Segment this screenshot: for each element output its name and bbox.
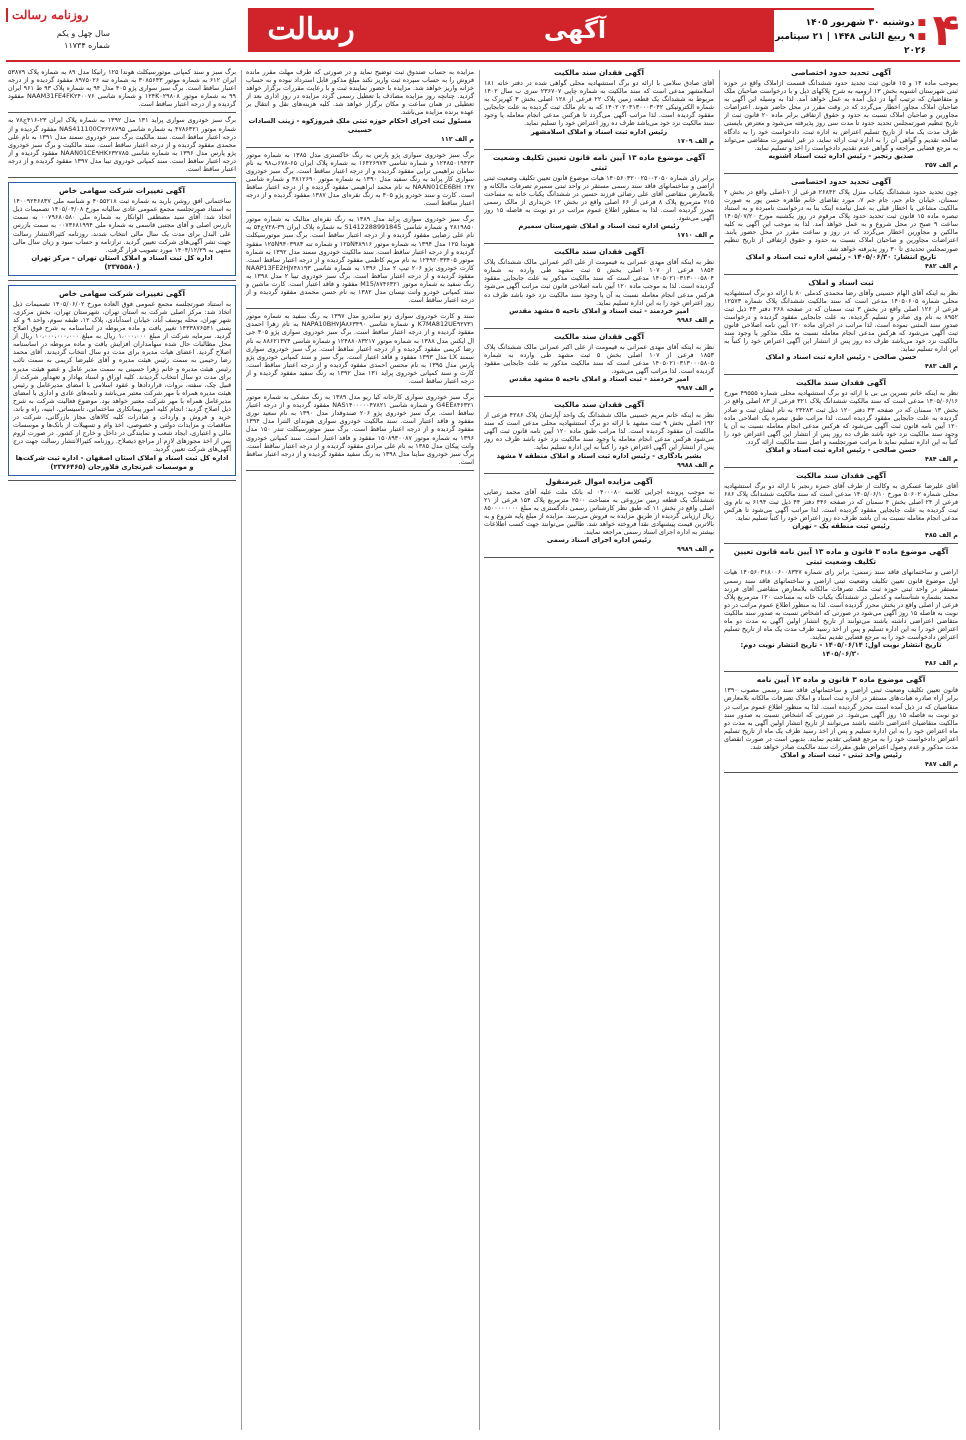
- ad-body: ساختمانی افق روشن بارید به شماره ثبت ۴۰۵۵۲۱۸ و شناسه ملی ۱۴۰۰۹۲۴۶۸۳۷ به استناد صورتجلسه مجمع عمومی عادی سالیانه مورخ ۱۴۰۵/۰۴/۰۸ تصمیمات ذیل اتخاذ شد: آقای سید مصطفی الوانکار به شماره ملی ۰۰۷۹۶۸۰۵۸۰ به سمت بازرس اصلی و آقای مجتبی قاسمی به شماره ملی ۰۰۷۳۶۸۱۹۹۴ به سمت بازرس علی البدل برای مدت یک سال مالی انتخاب شدند. روزنامه کثیرالانتشار رسالت جهت نشر آگهی‌های شرکت تعیین گردید. ترازنامه و حساب سود و زیان سال مالی منتهی به ۱۴۰۴/۱۲/۲۹ مورد تصویب قرار گرفت.: [13, 197, 232, 254]
- ad-divider: [8, 112, 236, 113]
- ad-title: آگهی تحدید حدود اختصاصی: [791, 68, 891, 77]
- classified-ad: [8, 68, 236, 108]
- header-rule: [6, 60, 960, 62]
- ad-code: م الف ۴۸۳: [924, 362, 958, 371]
- ad-code: م الف ۴۸۲: [924, 261, 958, 270]
- masthead-info: [6, 6, 110, 58]
- ad-divider: [484, 243, 714, 244]
- ad-body: برگ سبز خودروی سواری پژو پارس به رنگ خاکستری مدل ۱۳۸۵ به شماره موتور ۱۲۴۸۵۰۱۹۴۲۳ و شماره شاسی ۱۶۴۲۶۹۷۳ به شماره پلاک ایران ۶۵-۶۷۸ب۹۸ به نام سامان براهیمی ترابی مفقود گردیده و از درجه اعتبار ساقط است. برگ سبز خودروی سواری کار پراید به رنگ سفید مدل ۱۳۹۰ به شماره موتور ۳۸۱۲۶۹۰ و شماره شاسی NAAN01CE6BH ۱۴۷ به نام محمد ابراهیمی مفقود گردیده و از درجه اعتبار ساقط است. کارت و سند خودرو پژو ۴۰۵ به رنگ نقره‌ای مدل ۱۳۸۷ مفقود گردیده و از درجه اعتبار ساقط است.: [246, 150, 474, 208]
- classified-ad: [8, 285, 236, 476]
- ad-signature: رئیس ثبت منطقه یک - تهران: [792, 522, 890, 531]
- ad-body: نظر به اینکه آقای مهدی عمرانی به قیمومت از علی اکبر عمرانی مالک ششدانگ پلاک ۱۸۵۳ فرعی از ۱۰۷ اصلی بخش ۵ ثبت مشهد طی وارده به شماره ۱۴۰۵۰۲۱۰۳۱۳۰۰۰۵۸۰۵ مدعی است که سند مالکیت مذکور به علت جابجایی مفقود گردیده است. لذا مراتب آگهی می‌شود.: [484, 342, 714, 375]
- classified-ad: [484, 477, 714, 554]
- bullet-icon: ■: [917, 32, 926, 42]
- ad-signature: صدیق رنجبر - رئیس اداره ثبت اسناد اشنویه: [768, 151, 914, 160]
- ad-body: چون تحدید حدود ششدانگ یکباب منزل پلاک ۲۶۸۴۲ فرعی از ۱-اصلی واقع در بخش ۲ سمنان، خیابان جام جم، جام جم ۷، مورد تقاضای خانم طاهره حسن پور به صورت مالکیت مشاعی با اخطار قبلی به عمل نیامده اینک بنا به درخواست نامبرده و به استناد تبصره ماده ۱۵ قانون ثبت تحدید حدود پلاک مرقوم در روز یکشنبه مورخ ۱۴۰۵/۰۷/۲۰ ساعت ۹ صبح در محل شروع و به عمل خواهد آمد. لذا به موجب این آگهی به کلیه مالکین و مجاورین اخطار می‌گردد که در روز و ساعت مقرر در محل حضور یابند. اعتراضات مجاورین و صاحبان املاک نسبت به حدود و حقوق ارتفاقی از تاریخ تنظیم صورتمجلس تحدیدی تا ۳۰ روز پذیرفته خواهد شد.: [724, 187, 958, 253]
- column-divider: [479, 70, 480, 1430]
- ad-code: م الف ۴۸۴: [924, 455, 958, 463]
- ad-body: به موجب پرونده اجرایی کلاسه ۰۴۰۰۰۸۰ له بانک ملت علیه آقای محمد رضایی ششدانگ یک قطعه زمین مزروعی به مساحت ۲۵۰۰ مترمربع پلاک ۱۵۴ فرعی از ۲۱ اصلی واقع در بخش ۱۱ که طبق نظر کارشناس رسمی دادگستری به مبلغ ۸۵۰۰۰۰۰۰۰۰ ریال ارزیابی گردیده از طریق مزایده به فروش می‌رسد. مزایده از مبلغ پایه شروع و به بالاترین قیمت پیشنهادی نقداً فروخته خواهد شد. طالبین می‌توانند جهت کسب اطلاعات بیشتر به اداره اجرای اسناد رسمی مراجعه نمایند.: [484, 487, 714, 536]
- ad-body: برگ سبز خودروی سواری کارخانه کیا ریو مدل ۱۳۸۹ به رنگ مشکی به شماره موتور G4EE۸۴۶۳۲۱ و شماره شاسی NAS۱۴۰۰۰۰۰۴۷۸۲۱ مفقود گردیده و از درجه اعتبار ساقط است. برگ سبز خودروی پژو ۲۰۶ صندوقدار مدل ۱۳۹۰ به نام سعید نوری مفقود و فاقد اعتبار است. سند مالکیت خودروی سواری هیوندای النترا مدل ۱۳۹۴ مفقود گردیده و از درجه اعتبار ساقط است. برگ سبز موتورسیکلت تندر ۱۵۰ مدل ۱۳۹۶ به شماره موتور ۱۵۰۸۹۳۰۰۸۷ مفقود و فاقد اعتبار است. سند کمپانی خودروی وانت پیکان مدل ۱۳۸۵ به نام علی مرادی مفقود گردیده و از درجه اعتبار ساقط است. برگ سبز خودروی ساینا مدل ۱۳۹۸ به رنگ سفید مفقود گردیده و از درجه اعتبار ساقط است.: [246, 393, 474, 466]
- classified-ad: [724, 471, 958, 539]
- classified-ad: [484, 400, 714, 468]
- ad-body: آقای علیرضا عسکری به وکالت از طرف آقای حمزه رنجبر با ارائه دو برگ استشهادیه محلی شماره ۵۰۶۰۲ مورخ ۱۴۰۵/۰۶/۱۰ مدعی است که سند مالکیت ششدانگ پلاک ۶۸۶ فرعی از ۲۴ اصلی بخش ۴ سمنان که در صفحه ۴۴۶ دفتر ۴۴ ذیل ثبت ۶۱۹۴ به نام وی ثبت گردیده به علت جابجایی مفقود گردیده است. لذا مراتب آگهی می‌شود تا هرکس مدعی انجام معامله نسبت به آن باشد ظرف ده روز اعتراض خود را کتباً تسلیم نماید.: [724, 482, 958, 523]
- ad-title: آگهی فقدان سند مالکیت: [796, 471, 886, 480]
- ad-signature: امیر خردمند - ثبت اسناد و املاک ناحیه ۵ مشهد مقدس: [509, 375, 689, 384]
- ad-signature: رئیس واحد ثبتی - ثبت اسناد و املاک: [780, 751, 902, 760]
- ad-title: آگهی مزایده اموال غیرمنقول: [545, 476, 653, 486]
- classified-ad: [724, 675, 958, 768]
- classified-ad: [484, 68, 714, 145]
- ad-body: به استناد صورتجلسه مجمع عمومی فوق العاده مورخ ۱۴۰۵/۰۶/۰۲ تصمیمات ذیل اتخاذ شد: مرکز اصلی شرکت به استان تهران، شهرستان تهران، بخش مرکزی، شهر تهران، محله یوسف آباد، خیابان اسدآبادی، پلاک ۱۲، طبقه سوم، واحد ۹ و کد پستی ۱۴۳۳۸۷۶۵۴۱ تغییر یافت و ماده مربوطه در اساسنامه به شرح فوق اصلاح گردید. سرمایه شرکت از مبلغ ۱،۰۰۰،۰۰۰ ریال به مبلغ ۱۰،۰۰۰،۰۰۰،۰۰۰ ریال از محل مطالبات حال شده سهامداران افزایش یافت و ماده مربوطه در اساسنامه اصلاح گردید. اعضای هیات مدیره برای مدت دو سال انتخاب گردیدند. آقای محمد رضا رحیمی به سمت رئیس هیئت مدیره و آقای علیرضا کریمی به سمت نائب رئیس هیئت مدیره و خانم زهرا حسینی به سمت مدیر عامل و عضو هیئت مدیره برای مدت دو سال انتخاب گردیدند. کلیه اوراق و اسناد بهادار و تعهدآور شرکت از قبیل چک، سفته، بروات، قراردادها و عقود اسلامی با امضای مدیرعامل و رئیس هیئت مدیره همراه با مهر شرکت معتبر می‌باشد و نامه‌های عادی و اداری با امضای مدیرعامل همراه با مهر شرکت معتبر خواهد بود. موضوع فعالیت شرکت به شرح ذیل اصلاح گردید: انجام کلیه امور پیمانکاری ساختمانی، تاسیساتی، ابنیه، راه و باند، خرید و فروش و واردات و صادرات کلیه کالاهای مجاز بازرگانی، شرکت در مناقصات و مزایدات دولتی و خصوصی، اخذ وام و تسهیلات از بانک‌ها و موسسات مالی و اعتباری، ایجاد شعب و نمایندگی در داخل و خارج از کشور. در صورت لزوم پس از اخذ مجوزهای لازم از مراجع ذیصلاح. روزنامه کثیرالانتشار رسالت جهت درج آگهی‌های شرکت تعیین گردید.: [13, 299, 232, 454]
- mini-logo: روزنامه رسالت: [6, 8, 88, 22]
- ad-divider: [484, 396, 714, 397]
- classified-ad: [724, 547, 958, 667]
- column-1: [724, 68, 958, 1432]
- ad-title: ثبت اسناد و املاک: [808, 277, 874, 287]
- classified-ad: [484, 332, 714, 392]
- classified-ad: [724, 68, 958, 169]
- ad-code: م الف ۱۷۱۰: [677, 231, 714, 240]
- section-title: آگهی: [543, 16, 607, 44]
- ad-divider: [8, 280, 236, 281]
- classified-ad: [8, 116, 236, 173]
- ad-divider: [484, 557, 714, 558]
- ad-divider: [246, 389, 474, 390]
- ad-title: آگهی موضوع ماده ۱۳ آیین نامه قانون تعیین تکلیف وضعیت ثبتی: [492, 152, 706, 172]
- ad-divider: [246, 147, 474, 148]
- classified-ad: [8, 182, 236, 276]
- ad-divider: [246, 308, 474, 309]
- date-other: ۹ ربیع الثانی ۱۴۴۸ | ۲۱ سپتامبر ۲۰۲۶: [775, 32, 926, 56]
- classified-ad: [246, 215, 474, 304]
- ad-code: م الف ۴۸۶: [924, 659, 958, 668]
- ad-divider: [724, 173, 958, 174]
- issue-number: شماره ۱۱۷۳۴: [64, 41, 110, 50]
- ad-code: م الف ۹۹۸۶: [677, 315, 714, 324]
- ad-divider: [724, 274, 958, 275]
- ad-code: م الف ۴۸۵: [924, 531, 958, 540]
- ad-code: م الف ۹۹۸۹: [677, 545, 714, 554]
- ad-divider: [8, 177, 236, 178]
- ad-body: مزایده به حساب صندوق ثبت توضیح نماید و در صورتی که طرف مهلت مقرر مانده فروش را به حساب سپرده ثبت واریز نکند مبلغ مذکور قابل استرداد نبوده و به حساب خزانه واریز خواهد شد. مزایده با حضور نماینده ثبت و با رعایت مقررات برگزار خواهد گردید. چنانچه روز مزایده مصادف با تعطیل رسمی گردد مزایده در روز اداری بعد از تعطیلی در همان ساعت و مکان برگزار خواهد شد. کلیه هزینه‌های نقل و انتقال بر عهده برنده مزایده می‌باشد.: [246, 68, 474, 117]
- column-divider: [719, 70, 720, 1430]
- ad-signature: تاریخ انتشار نوبت اول: ۱۴۰۵/۰۶/۱۴ - تاریخ انتشار نوبت دوم: ۱۴۰۵/۰۶/۳۰: [740, 641, 942, 659]
- bullet-icon: ■: [917, 18, 926, 28]
- column-2: [484, 68, 714, 1432]
- ad-signature: حسن صالحی - رئیس اداره ثبت اسناد و املاک: [765, 353, 917, 362]
- ad-divider: [8, 480, 236, 481]
- ad-code: م الف ۱۱۲: [440, 134, 474, 143]
- ad-title: آگهی فقدان سند مالکیت: [554, 331, 644, 341]
- ad-body: قانون تعیین تکلیف وضعیت ثبتی اراضی و ساختمانهای فاقد سند رسمی مصوب ۱۳۹۰ برابر آراء صادره هیات‌های مستقر در اداره ثبت اسناد و املاک تصرفات مالکانه بلامعارض متقاضیان که در ذیل آمده است محرز گردیده است. لذا به منظور اطلاع عموم مراتب در دو نوبت به فاصله ۱۵ روز آگهی می‌شود. در صورتی که اشخاص نسبت به صدور سند مالکیت متقاضیان اعتراضی داشته باشند می‌توانند از تاریخ انتشار اولین آگهی به مدت دو ماه اعتراض خود را به این اداره تسلیم و پس از اخذ رسید ظرف یک ماه از تاریخ تسلیم اعتراض دادخواست خود را به مرجع قضایی تقدیم نمایند. بدیهی است در صورت انقضای مدت مذکور و عدم وصول اعتراض طبق مقررات سند مالکیت صادر خواهد شد.: [724, 686, 958, 751]
- ad-body: برگ سبز خودروی سواری پراید مدل ۱۳۸۹ به رنگ نقره‌ای متالیک به شماره موتور ۲۸۱۹۸۵۰ و شماره شاسی S1412288991845 به شماره پلاک ایران ۳۹-۷۲۸ج۵۴ به نام علی رضایی مفقود گردیده و از درجه اعتبار ساقط است. برگ سبز موتورسیکلت هوندا ۱۲۵ مدل ۱۳۹۴ به شماره موتور ۱۲۵N۳۸۹۱۶ و شماره تنه ۱۲۵N۹۴۰۳۹۸۳ مفقود گردیده و از درجه اعتبار ساقط است. سند مالکیت خودروی سمند مدل ۱۳۹۲ به شماره موتور ۱۲۴۹۲۰۳۳۴۰۵ به نام مریم کاظمی مفقود گردیده و از درجه اعتبار ساقط است. کارت خودروی پژو ۲۰۶ تیپ ۲ مدل ۱۳۹۶ به شماره شاسی NAAP13FE2HJ۷۴۸۱۹۳ مفقود گردیده و از درجه اعتبار ساقط است. برگ سبز خودروی تیبا ۲ مدل ۱۳۹۸ به رنگ سفید به شماره موتور M15/۸۷۴۶۳۲۱ مفقود و فاقد اعتبار است. کارت ماشین و سند کمپانی خودرو وانت نیسان مدل ۱۳۸۲ به نام حسن محمدی مفقود گردیده و از درجه اعتبار ساقط است.: [246, 215, 474, 305]
- ad-signature: اداره کل ثبت اسناد و املاک استان تهران - مرکز تهران (۲۳۷۵۵۸۰): [31, 253, 213, 271]
- ad-divider: [724, 543, 958, 544]
- classified-ad: [484, 247, 714, 324]
- classified-ad: [246, 393, 474, 466]
- ad-body: نظر به اینکه خانم مریم حسینی مالک ششدانگ یک واحد آپارتمان پلاک ۴۲۸۶ فرعی از ۱۹۲ اصلی بخش ۹ ثبت مشهد با ارائه دو برگ استشهادیه محلی مدعی است که سند مالکیت آن مفقود گردیده است. لذا مراتب طبق ماده ۱۲۰ آیین نامه قانون ثبت آگهی می‌شود هرکس مدعی انجام معامله یا وجود سند مالکیت نزد خود باشد ظرف ده روز پس از انتشار این آگهی اعتراض خود را کتباً به این اداره تسلیم نماید.: [484, 411, 714, 452]
- ad-signature: رئیس اداره ثبت اسناد و املاک اسلامشهر: [530, 127, 668, 136]
- ad-body: بموجب ماده ۱۴ و ۱۵ قانون ثبت تحدید حدود ششدانگ قسمت ازاملاک واقع در حوزه ثبتی شهرستان اشنویه بخش ۱۳ ارومیه به شرح پلاکهای ذیل و با درخواست صاحبان ملک و متقاضیان که ترتیب آنها در ذیل آمده به عمل خواهد آمد. لذا به وسیله این آگهی به صاحبان املاک مجاور اخطار می‌گردد که در وقت مقرر در محل حاضر شوند. اعتراضات مجاورین و صاحبان املاک نسبت به حدود و حقوق ارتفاقی برابر ماده ۲۰ قانون ثبت از تاریخ تنظیم صورتمجلس تحدید حدود تا مدت سی روز پذیرفته می‌شود و معترض بایستی ظرف مدت یک ماه از تاریخ تسلیم اعتراض به اداره ثبت، دادخواست خود را به دادگاه صالحه تقدیم و گواهی آن را به اداره ثبت ارائه نماید، در غیر اینصورت متقاضی می‌تواند به مرجع قضایی مراجعه و گواهی عدم تقدیم دادخواست را اخذ و تسلیم نماید.: [724, 79, 958, 152]
- volume-label: سال چهل و یکم: [56, 29, 110, 38]
- classified-ad: [246, 68, 474, 143]
- ad-code: م الف ۹۹۸۷: [677, 384, 714, 393]
- ad-body: سند و کارت خودروی سواری رنو ساندرو مدل ۱۳۹۷ به رنگ سفید به شماره موتور K7MA812UE۹۲۷۳۱ و شماره شاسی NAPA10BH۷JA۸۶۳۴۹۰ به نام زهرا احمدی مفقود گردیده و از درجه اعتبار ساقط است. برگ سبز خودروی سواری پژو ۴۰۵ جی ال ایکس مدل ۱۳۸۸ به شماره موتور ۱۲۴۸۸۰۸۳۲۱۷ و شماره شاسی ۸۸۶۲۱۳۷۴ به نام رضا کریمی مفقود گردیده و از درجه اعتبار ساقط است. برگ سبز خودروی سواری سمند LX مدل ۱۳۹۳ مفقود و فاقد اعتبار است. برگ سبز و سند کمپانی خودروی پژو پارس مدل ۱۳۹۵ به نام محسن احمدی مفقود گردیده و از درجه اعتبار ساقط است. کارت و سند کمپانی خودروی پراید ۱۳۱ مدل ۱۳۹۲ به رنگ سفید مفقود گردیده و از درجه اعتبار ساقط است.: [246, 312, 474, 385]
- column-4: [8, 68, 236, 1432]
- classified-ad: [246, 151, 474, 208]
- ad-body: برابر رای شماره ۱۴۰۵۶۰۳۲۰۰۲۵۰۰۲۰۵۰ هیات موضوع قانون تعیین تکلیف وضعیت ثبتی اراضی و ساختمانهای فاقد سند رسمی مستقر در واحد ثبتی سمیرم تصرفات مالکانه و بلامعارض متقاضی آقای علی رضائی فرزند حسین در ششدانگ یکباب خانه به مساحت ۲۱۵ مترمربع پلاک ۸ فرعی از ۶۶ اصلی واقع در بخش ۱۲ خریداری از مالک رسمی محرز گردیده است. لذا به منظور اطلاع عموم مراتب در دو نوبت به فاصله ۱۵ روز آگهی می‌شود.: [484, 173, 714, 223]
- ad-signature: رئیس اداره ثبت اسناد و املاک شهرستان سمیرم: [518, 222, 680, 231]
- classified-ad: [724, 278, 958, 371]
- ad-divider: [484, 473, 714, 474]
- classified-ad: [724, 177, 958, 270]
- ad-code: م الف ۳۵۷: [924, 160, 958, 169]
- page-header: [0, 0, 966, 66]
- ad-divider: [246, 470, 474, 471]
- ad-body: اراضی و ساختمانهای فاقد سند رسمی: برابر رای شماره ۱۴۰۵۶۰۳۱۸۰۰۶۰۰۸۳۴۷ هیات اول موضوع قانون تعیین تکلیف وضعیت ثبتی اراضی و ساختمانهای فاقد سند رسمی مستقر در واحد ثبتی حوزه ثبت ملک تصرفات مالکانه بلامعارض متقاضی آقای فرزند محمد بشماره شناسنامه و کدملی در ششدانگ یکباب خانه به مساحت ۱۲۰ مترمربع پلاک فرعی از اصلی واقع در بخش محرز گردیده است. لذا به منظور اطلاع عموم مراتب در دو نوبت به فاصله ۱۵ روز آگهی می‌شود در صورتی که اشخاص نسبت به صدور سند مالکیت متقاضی اعتراضی داشته باشند می‌توانند از تاریخ انتشار اولین آگهی به مدت دو ماه اعتراض خود را به این اداره تسلیم و پس از اخذ رسید ظرف مدت یک ماه از تاریخ تسلیم اعتراض دادخواست خود را به مرجع قضایی تقدیم نمایند.: [724, 568, 958, 642]
- ad-body: برگ سبز خودروی سواری پراید ۱۳۱ مدل ۱۳۹۲ به شماره پلاک ایران ۲۳-۴۱۶ج۷۸ به شماره موتور ۴۷۸۶۳۲۱ به شماره شاسی NAS411100C۳۶۲۸۷۹۵ مفقود گردیده و از درجه اعتبار ساقط است. سند مالکیت برگ سبز خودروی سمند مدل ۱۳۹۱ به نام علی محمدی مفقود گردیده و از درجه اعتبار ساقط است. سند مالکیت و برگ سبز خودروی پژو پارس مدل ۱۳۹۶ به شماره شاسی NAAN01CE۹HK۶۳۲۷۸۵ مفقود گردیده و از درجه اعتبار ساقط است. سند کمپانی خودروی تیبا مدل ۱۳۹۷ مفقود گردیده و از درجه اعتبار ساقط است.: [8, 116, 236, 174]
- ad-body: نظر به اینکه آقای الهام حسینی وآقای رضا محمدی کدملی ۸۰ با ارائه دو برگ استشهادیه محلی شماره ۱۴۰۵۰۶۰۵ مدعی است که سند مالکیت ششدانگ پلاک شماره ۱۲۵۷۳ فرعی از ۱۲۶ اصلی واقع در بخش ۳ ثبت سمنان که در صفحه ۲۶۸ دفتر ۴۳ ذیل ثبت ۸۹۵۲ به نام وی صادر و تسلیم گردیده، به علت جابجایی مفقود گردیده و درخواست صدور سند المثنی نموده است، لذا مراتب در اجرای ماده ۱۲۰ آیین نامه اصلاحی قانون ثبت آگهی می‌شود که هرکس مدعی انجام معامله نسبت به ملک مذکور یا وجود سند مالکیت نزد خود می‌باشد ظرف ده روز پس از انتشار این آگهی اعتراض خود را کتباً به این اداره تسلیم نماید.: [724, 288, 958, 354]
- ad-body: آقای صادق سلامی با ارائه دو برگ استشهادیه محلی گواهی شده در دفتر خانه ۱۸۱ اسلامشهر مدعی است که سند مالکیت به شماره چاپی ۲۳۶۷۰۷ سری ب سال ۱۴۰۲ مربوط به ششدانگ یک قطعه زمین پلاک ۲۲ فرعی از ۱۲۸ اصلی بخش ۳ کهریزک به شماره الکترونیکی ۱۴۰۲۰۲۰۳۱۳۰۰۰۳۰۴۲ که به نام مالک ثبت گردیده به علت جابجایی مفقود گردیده است. لذا مراتب آگهی می‌گردد تا هرکس مدعی انجام معامله یا وجود سند مالکیت نزد خود می‌باشد ظرف ده روز اعتراض خود را تسلیم نماید.: [484, 79, 714, 128]
- ad-code: م الف ۱۷۰۹: [677, 136, 714, 145]
- ad-signature: رئیس اداره اجرای اسناد رسمی: [546, 536, 652, 545]
- ad-divider: [246, 211, 474, 212]
- ad-code: م الف ۹۹۸۸: [677, 460, 714, 469]
- ad-divider: [484, 149, 714, 150]
- ad-divider: [724, 374, 958, 375]
- ad-divider: [724, 772, 958, 773]
- column-divider: [241, 70, 242, 1430]
- ad-title: آگهی تغییرات شرکت سهامی خاص: [58, 288, 186, 298]
- date-box: [774, 10, 930, 54]
- ad-title: آگهی فقدان سند مالکیت: [796, 378, 886, 388]
- ad-signature: بشیر یادگاری - رئیس اداره ثبت اسناد و املاک منطقه ۷ مشهد: [496, 451, 702, 460]
- ad-signature: حسن صالحی - رئیس اداره ثبت اسناد و املاک: [765, 446, 917, 454]
- classified-ad: [246, 312, 474, 385]
- classified-ad: [724, 378, 958, 463]
- ad-signature: امیر خردمند - ثبت اسناد و املاک ناحیه ۵ مشهد مقدس: [509, 306, 689, 315]
- column-3: [246, 68, 474, 1432]
- ad-title: آگهی موضوع ماده ۳ قانون و ماده ۱۳ آیین نامه قانون تعیین تکلیف وضعیت ثبتی: [733, 547, 949, 567]
- ad-divider: [724, 671, 958, 672]
- ad-body: نظر به اینکه آقای مهدی عمرانی به قیمومت از علی اکبر عمرانی مالک ششدانگ پلاک ۱۸۵۴ فرعی از ۱۰۷ اصلی بخش ۵ ثبت مشهد طی وارده به شماره ۱۴۰۵۰۲۱۰۳۱۳۰۰۰۵۸۰۴ مدعی است که سند مالکیت مذکور به علت جابجایی مفقود گردیده است. لذا به موجب ماده ۱۲۰ آیین نامه اصلاحی قانون ثبت مراتب آگهی می‌شود هرکس مدعی انجام معامله نسبت به آن یا وجود سند مالکیت نزد خود باشد ظرف ده روز اعتراض خود را به این اداره تسلیم نماید.: [484, 258, 714, 307]
- ad-signature: اداره کل ثبت اسناد و املاک استان اصفهان - اداره ثبت شرکت‌ها و موسسات غیرتجاری فلاورجان (۲۳۷۶۴۶۵): [15, 453, 229, 471]
- ad-title: آگهی فقدان سند مالکیت: [554, 68, 644, 77]
- ad-divider: [724, 467, 958, 468]
- ad-body: نظر به اینکه خانم نسرین بی بی با ارائه دو برگ استشهادیه محلی شماره ۴۹۵۵۵ مورخ ۱۴۰۵/۰۶/۱۶ مدعی است که سند مالکیت ششدانگ پلاک ۳۲۱ فرعی از ۸۳ اصلی واقع در بخش ۱۳ سمنان که در صفحه ۴۳ دفتر ۱۲۰ ذیل ثبت ۲۳۲۸۳ به نام ایشان ثبت و صادر گردیده به علت جابجایی مفقود گردیده است، لذا مراتب طبق تبصره یک اصلاحی ماده ۱۲۰ آیین نامه قانون ثبت آگهی می‌شود که هرکس مدعی انجام معامله نسبت به آن یا وجود سند مالکیت نزد خود باشد ظرف ده روز پس از انتشار این آگهی اعتراض خود را کتباً به این اداره تسلیم نماید تا مراتب صورتجلسه و اصل سند مالکیت ارائه گردد.: [724, 389, 958, 446]
- ad-signature: تاریخ انتشار: ۱۴۰۵/۰۶/۳۰ - رئیس اداره ثبت اسناد و املاک: [745, 252, 937, 261]
- ad-title: آگهی فقدان سند مالکیت: [554, 247, 644, 257]
- ad-signature: مسئول ثبت اجرای احکام حوزه ثبتی ملک فیروزکوه - زینب السادات حسینی: [248, 116, 472, 134]
- ad-code: م الف ۴۸۷: [924, 760, 958, 769]
- ad-title: آگهی موضوع ماده ۳ قانون و ماده ۱۳ آیین نامه: [756, 675, 926, 685]
- date-persian: دوشنبه ۳۰ شهریور ۱۴۰۵: [805, 18, 915, 28]
- page-number: ۴: [932, 5, 960, 56]
- newspaper-logo: رسالت: [267, 12, 355, 47]
- ad-title: آگهی تحدید حدود اختصاصی: [791, 176, 891, 186]
- ad-title: آگهی تغییرات شرکت سهامی خاص: [58, 186, 186, 196]
- ad-body: برگ سبز و سند کمپانی موتورسیکلت هوندا ۱۲۵ رانیکا مدل ۸۹ به شماره پلاک ۵۳۸۷۹ ایران ۶۱۲ به شماره موتور ۳۰۸۵۶۴۳ به شماره تنه ۸۹۷۵۰۲۶ مفقود گردیده و از درجه اعتبار ساقط است. برگ سبز سواری پژو ۴۰۵ مدل ۹۴ به شماره پلاک ۹۳ ط ۹۶۱ ایران ۹۹ به شماره موتور ۱۲۴K۰۲۹۸۰۸ و شماره شاسی NAAM31FE4FK۲۴۰۰۷۶ مفقود گردیده و از درجه اعتبار ساقط است.: [8, 68, 236, 109]
- ad-title: آگهی فقدان سند مالکیت: [554, 400, 644, 410]
- classified-ad: [484, 153, 714, 240]
- ad-divider: [484, 328, 714, 329]
